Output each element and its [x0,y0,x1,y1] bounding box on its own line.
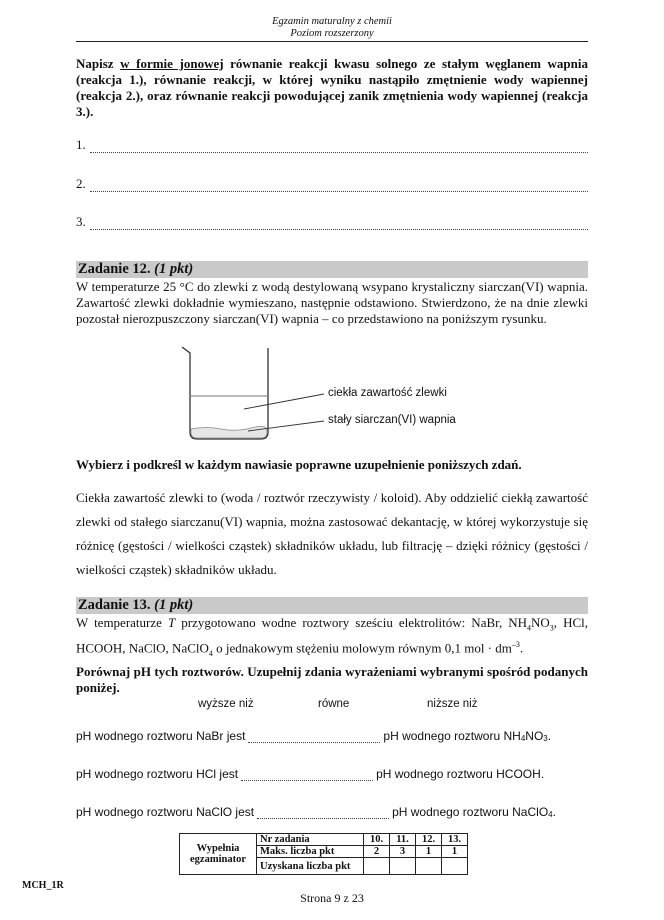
score-table [179,833,468,875]
comparison-sentence-2: pH wodnego roztworu HCl jest pH wodnego roztworu HCOOH . [76,767,545,781]
exam-title: Egzamin maturalny z chemii [272,16,392,27]
label-solid: stały siarczan(VI) wapnia [328,414,456,426]
filled-by-examiner: Wypełnia egzaminator [180,834,257,875]
page-header [0,16,664,40]
option-lower: niższe niż [427,698,478,710]
answer-blank-3[interactable] [257,807,389,819]
answer-line-3[interactable]: 3. [76,214,588,230]
option-equal: równe [318,698,350,710]
task13-description: W temperaturze T przygotowano wodne roztwory sześciu elektrolitów: NaBr, $NH_4NO_3$, HCl, HCOOH, NaClO, NaClO$_4$ o jednakowym stężeniu molowym równym 0,1 mol · $dm^{-3}$. [76,615,589,658]
max-points-13: 1 [442,846,468,858]
option-higher: wyższe niż [198,698,254,710]
task12-instruction: Wybierz i podkreśl w każdym nawiasie poprawne uzupełnienie poniższych zdań. [76,457,522,472]
row-obtained-points: Uzyskana liczba pkt [257,858,364,875]
row-task-number: Nr zadania [257,834,364,846]
task-number-10: 10. [364,834,390,846]
obtained-points-13[interactable] [442,858,468,875]
task12-title: Zadanie 12. (1 pkt) [78,261,194,277]
exam-level: Poziom rozszerzony [290,28,374,39]
obtained-points-11[interactable] [390,858,416,875]
label-liquid: ciekła zawartość zlewki [328,387,447,399]
obtained-points-12[interactable] [416,858,442,875]
answer-line-1[interactable]: 1. [76,137,588,153]
max-points-12: 1 [416,846,442,858]
task13-title: Zadanie 13. (1 pkt) [78,597,194,613]
task11-instruction: Napisz w formie jonowej równanie reakcji kwasu solnego ze stałym węglanem wapnia (reakcja 1.), równanie reakcji, w której wyniku nastąpiło zmętnienie wody wapiennej (reakcja 2.), oraz równanie reakcji powodującej zanik zmętnienia wody wapiennej (reakcja 3.). [76,56,589,119]
pointer-line-solid [248,421,324,431]
answer-blank-1[interactable] [248,731,380,743]
exam-code: MCH_1R [22,880,64,891]
answer-blank-2[interactable] [241,769,373,781]
sediment-layer [191,426,267,438]
page-number: Strona 9 z 23 [300,891,364,905]
comparison-sentence-3: pH wodnego roztworu NaClO jest pH wodnego roztworu NaClO $_4$ . [76,805,556,819]
row-max-points: Maks. liczba pkt [257,846,364,858]
obtained-points-10[interactable] [364,858,390,875]
task-number-13: 13. [442,834,468,846]
comparison-sentence-1: pH wodnego roztworu NaBr jest pH wodnego roztworu NH $_4$ NO $_3$ . [76,729,552,743]
max-points-11: 3 [390,846,416,858]
beaker-outline [182,347,268,439]
max-points-10: 2 [364,846,390,858]
task12-description: W temperaturze 25 °C do zlewki z wodą destylowaną wsypano krystaliczny siarczan(VI) wapnia. Zawartość zlewki dokładnie wymieszano, następnie odstawiono. Stwierdzono, że na dnie zlewki pozostał nierozpuszczony siarczan(VI) wapnia – co przedstawiono na poniższym rysunku. [76,279,588,326]
task-number-11: 11. [390,834,416,846]
header-divider [76,41,588,42]
answer-line-2[interactable]: 2. [76,176,588,192]
underlined-phrase: w formie jonowej [120,56,224,71]
task12-statement[interactable]: Ciekła zawartość zlewki to (woda / roztwór rzeczywisty / koloid). Aby oddzielić ciekłą zawartość zlewki od stałego siarczanu(VI) wapnia, można zastosować dekantację, w której wykorzystuje się różnicę (gęstości / wielkości cząstek) składników układu, lub filtrację – dzięki różnicy (gęstości / wielkości cząstek) składników układu. [76,490,588,577]
task13-instruction: Porównaj pH tych roztworów. Uzupełnij zdania wyrażeniami wybranymi spośród podanych poniżej. [76,664,588,695]
task-number-12: 12. [416,834,442,846]
